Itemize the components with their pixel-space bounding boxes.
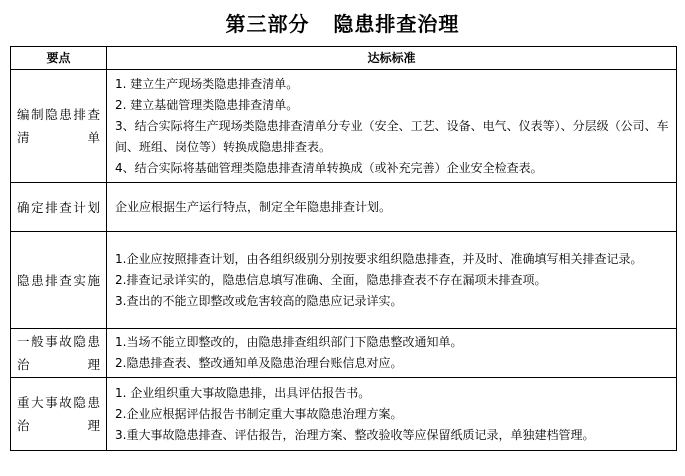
standard-item: 2.隐患排查表、整改通知单及隐患治理台账信息对应。 xyxy=(115,356,403,370)
row-standards xyxy=(107,378,677,451)
row-key: 隐患排查实施 xyxy=(11,232,107,329)
standard-item: 企业应根据生产运行特点，制定全年隐患排查计划。 xyxy=(115,199,392,214)
row-key: 编制隐患排查清单 xyxy=(11,70,107,183)
header-standard: 达标标准 xyxy=(107,47,677,70)
standard-item: 4、结合实际将基础管理类隐患排查清单转换成（或补充完善）企业安全检查表。 xyxy=(115,160,543,175)
table-header-row xyxy=(11,47,677,70)
standards-table xyxy=(10,46,677,451)
row-key: 重大事故隐患治理 xyxy=(11,378,107,451)
standard-item: 3、结合实际将生产现场类隐患排查清单分专业（安全、工艺、设备、电气、仪表等）、分层级（公司、车间、班组、岗位等）转换成隐患排查表。 xyxy=(115,118,669,154)
table-row xyxy=(11,378,677,451)
standard-item: 1. 建立生产现场类隐患排查清单。 xyxy=(115,76,299,91)
row-standards xyxy=(107,70,677,183)
table-row xyxy=(11,70,677,183)
row-standards xyxy=(107,232,677,329)
standard-item: 3.重大事故隐患排查、评估报告，治理方案、整改验收等应保留纸质记录，单独建档管理。 xyxy=(115,427,595,442)
standard-item: 2.排查记录详实的，隐患信息填写准确、全面，隐患排查表不存在漏项未排查项。 xyxy=(115,272,547,287)
row-standards xyxy=(107,183,677,232)
standard-item: 1.企业应按照排查计划，由各组织级别分别按要求组织隐患排查，并及时、准确填写相关排查记录。 xyxy=(115,251,643,266)
table-row xyxy=(11,183,677,232)
standard-item: 2. 建立基础管理类隐患排查清单。 xyxy=(115,97,299,112)
table-row xyxy=(11,232,677,329)
standard-item: 1. 企业组织重大事故隐患排，出具评估报告书。 xyxy=(115,385,371,400)
table-row xyxy=(11,329,677,378)
row-standards xyxy=(107,329,677,378)
standard-item: 3.查出的不能立即整改或危害较高的隐患应记录详实。 xyxy=(115,293,403,308)
row-key: 确定排查计划 xyxy=(11,183,107,232)
row-key: 一般事故隐患治理 xyxy=(11,329,107,378)
page-title: 第三部分 隐患排查治理 xyxy=(225,12,460,36)
header-key-point: 要点 xyxy=(11,47,107,70)
standard-item: 2.企业应根据评估报告书制定重大事故隐患治理方案。 xyxy=(115,406,403,421)
standard-item: 1.当场不能立即整改的，由隐患排查组织部门下隐患整改通知单。 xyxy=(115,335,463,349)
